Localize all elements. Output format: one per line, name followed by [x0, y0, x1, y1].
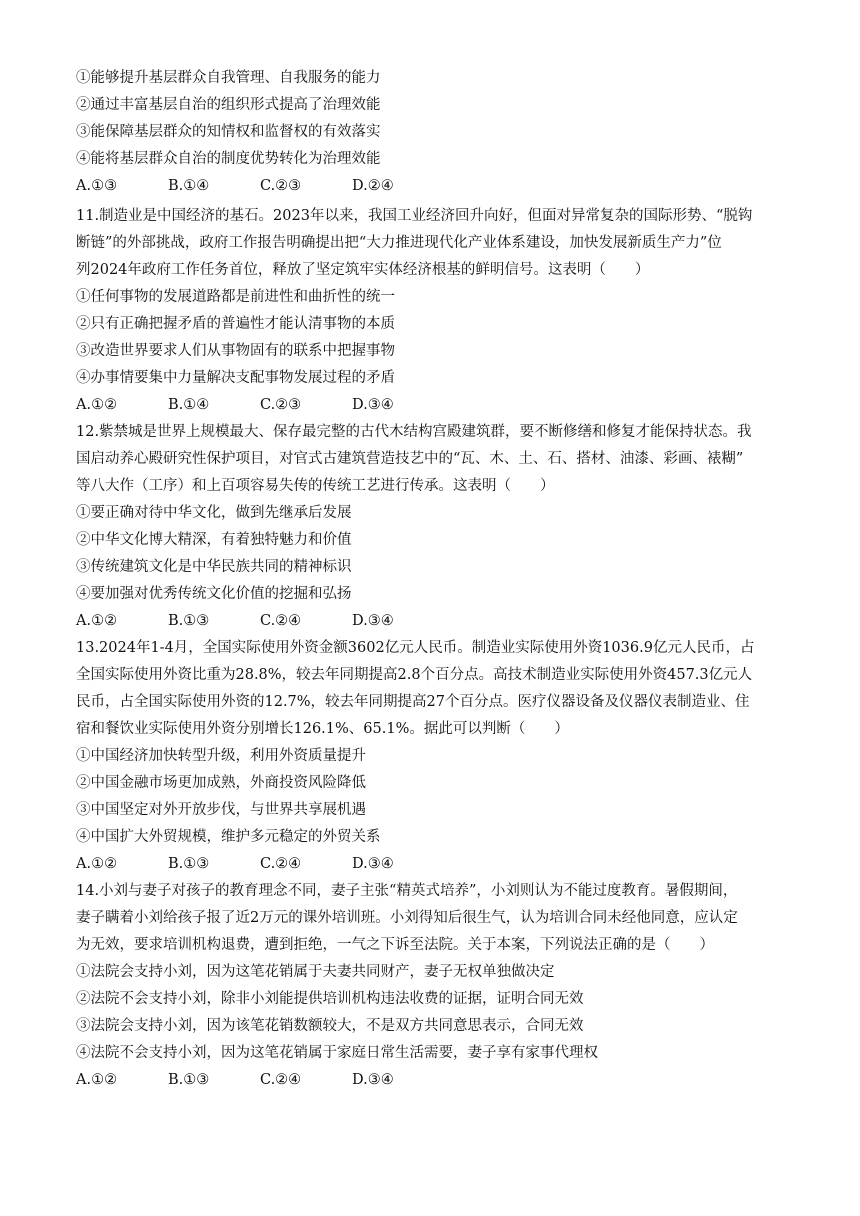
q13-options — [76, 851, 576, 878]
q11-stem-line-3: 列2024年政府工作任务首位，释放了坚定筑牢实体经济根基的鲜明信号。这表明（ ） — [76, 262, 650, 278]
q11-stem-line-1: 11.制造业是中国经济的基石。2023年以来，我国工业经济回升向好，但面对异常复杂的国际形势、“脱钩 — [76, 208, 753, 224]
q13-item-4: ④中国扩大外贸规模，维护多元稳定的外贸关系 — [76, 829, 381, 845]
q14-item-3: ③法院会支持小刘，因为该笔花销数额较大，不是双方共同意思表示，合同无效 — [76, 1018, 584, 1034]
q12-options — [76, 608, 576, 635]
q11-stem-line-2: 断链”的外部挑战，政府工作报告明确提出把“大力推进现代化产业体系建设，加快发展新质生产力”位 — [76, 235, 722, 251]
q10-item-1: ①能够提升基层群众自我管理、自我服务的能力 — [76, 70, 381, 86]
q13-stem-line-1: 13.2024年1-4月，全国实际使用外资金额3602亿元人民币。制造业实际使用外资1036.9亿元人民币，占 — [76, 640, 755, 656]
q14-option-b[interactable]: B.①③ — [168, 1072, 210, 1088]
q14-item-2: ②法院不会支持小刘，除非小刘能提供培训机构违法收费的证据，证明合同无效 — [76, 991, 584, 1007]
q13-item-2: ②中国金融市场更加成熟，外商投资风险降低 — [76, 775, 366, 791]
q14-stem-line-2: 妻子瞒着小刘给孩子报了近2万元的课外培训班。小刘得知后很生气，认为培训合同未经他同意，应认定 — [76, 910, 738, 926]
q12-stem-line-2: 国启动养心殿研究性保护项目，对官式古建筑营造技艺中的“瓦、木、土、石、搭材、油漆、彩画、裱糊” — [76, 451, 744, 467]
q12-item-4: ④要加强对优秀传统文化价值的挖掘和弘扬 — [76, 586, 352, 602]
q11-option-a[interactable]: A.①② — [76, 397, 118, 413]
q10-item-2: ②通过丰富基层自治的组织形式提高了治理效能 — [76, 97, 381, 113]
q13-item-1: ①中国经济加快转型升级，利用外资质量提升 — [76, 748, 366, 764]
q11-item-1: ①任何事物的发展道路都是前进性和曲折性的统一 — [76, 289, 395, 305]
q10-option-c[interactable]: C.②③ — [260, 178, 302, 194]
q10-options — [76, 173, 576, 200]
q10-option-a[interactable]: A.①③ — [76, 178, 118, 194]
q13-stem-line-3: 民币，占全国实际使用外资的12.7%，较去年同期提高27个百分点。医疗仪器设备及仪器仪表制造业、住 — [76, 694, 750, 710]
q14-option-c[interactable]: C.②④ — [260, 1072, 302, 1088]
q14-stem-line-3: 为无效，要求培训机构退费，遭到拒绝，一气之下诉至法院。关于本案，下列说法正确的是（ ） — [76, 937, 714, 953]
q14-item-1: ①法院会支持小刘，因为这笔花销属于夫妻共同财产，妻子无权单独做决定 — [76, 964, 555, 980]
q10-option-b[interactable]: B.①④ — [168, 178, 210, 194]
q12-item-2: ②中华文化博大精深，有着独特魅力和价值 — [76, 532, 352, 548]
q11-option-c[interactable]: C.②③ — [260, 397, 302, 413]
q13-stem-line-4: 宿和餐饮业实际使用外资分别增长126.1%、65.1%。据此可以判断（ ） — [76, 721, 569, 737]
q12-stem-line-3: 等八大作（工序）和上百项容易失传的传统工艺进行传承。这表明（ ） — [76, 478, 555, 494]
q10-item-3: ③能保障基层群众的知情权和监督权的有效落实 — [76, 124, 381, 140]
q12-option-a[interactable]: A.①② — [76, 613, 118, 629]
q11-item-3: ③改造世界要求人们从事物固有的联系中把握事物 — [76, 343, 395, 359]
q14-option-d[interactable]: D.③④ — [352, 1072, 394, 1088]
q14-options — [76, 1067, 576, 1094]
q13-option-d[interactable]: D.③④ — [352, 856, 394, 872]
q14-option-a[interactable]: A.①② — [76, 1072, 118, 1088]
q12-stem-line-1: 12.紫禁城是世界上规模最大、保存最完整的古代木结构宫殿建筑群，要不断修缮和修复才能保持状态。我 — [76, 424, 752, 440]
q10-item-4: ④能将基层群众自治的制度优势转化为治理效能 — [76, 151, 381, 167]
q13-option-a[interactable]: A.①② — [76, 856, 118, 872]
q10-option-d[interactable]: D.②④ — [352, 178, 394, 194]
q11-item-4: ④办事情要集中力量解决支配事物发展过程的矛盾 — [76, 370, 395, 386]
q12-option-d[interactable]: D.③④ — [352, 613, 394, 629]
q11-options — [76, 392, 576, 419]
q13-option-b[interactable]: B.①③ — [168, 856, 210, 872]
q12-option-b[interactable]: B.①③ — [168, 613, 210, 629]
q14-item-4: ④法院不会支持小刘，因为这笔花销属于家庭日常生活需要，妻子享有家事代理权 — [76, 1045, 598, 1061]
q11-item-2: ②只有正确把握矛盾的普遍性才能认清事物的本质 — [76, 316, 395, 332]
q12-item-1: ①要正确对待中华文化，做到先继承后发展 — [76, 505, 352, 521]
q11-option-d[interactable]: D.③④ — [352, 397, 394, 413]
q13-stem-line-2: 全国实际使用外资比重为28.8%，较去年同期提高2.8个百分点。高技术制造业实际使用外资457.3亿元人 — [76, 667, 753, 683]
q13-item-3: ③中国坚定对外开放步伐，与世界共享展机遇 — [76, 802, 366, 818]
q12-item-3: ③传统建筑文化是中华民族共同的精神标识 — [76, 559, 352, 575]
q13-option-c[interactable]: C.②④ — [260, 856, 302, 872]
q12-option-c[interactable]: C.②④ — [260, 613, 302, 629]
q11-option-b[interactable]: B.①④ — [168, 397, 210, 413]
q14-stem-line-1: 14.小刘与妻子对孩子的教育理念不同，妻子主张“精英式培养”，小刘则认为不能过度教育。暑假期间， — [76, 883, 738, 899]
